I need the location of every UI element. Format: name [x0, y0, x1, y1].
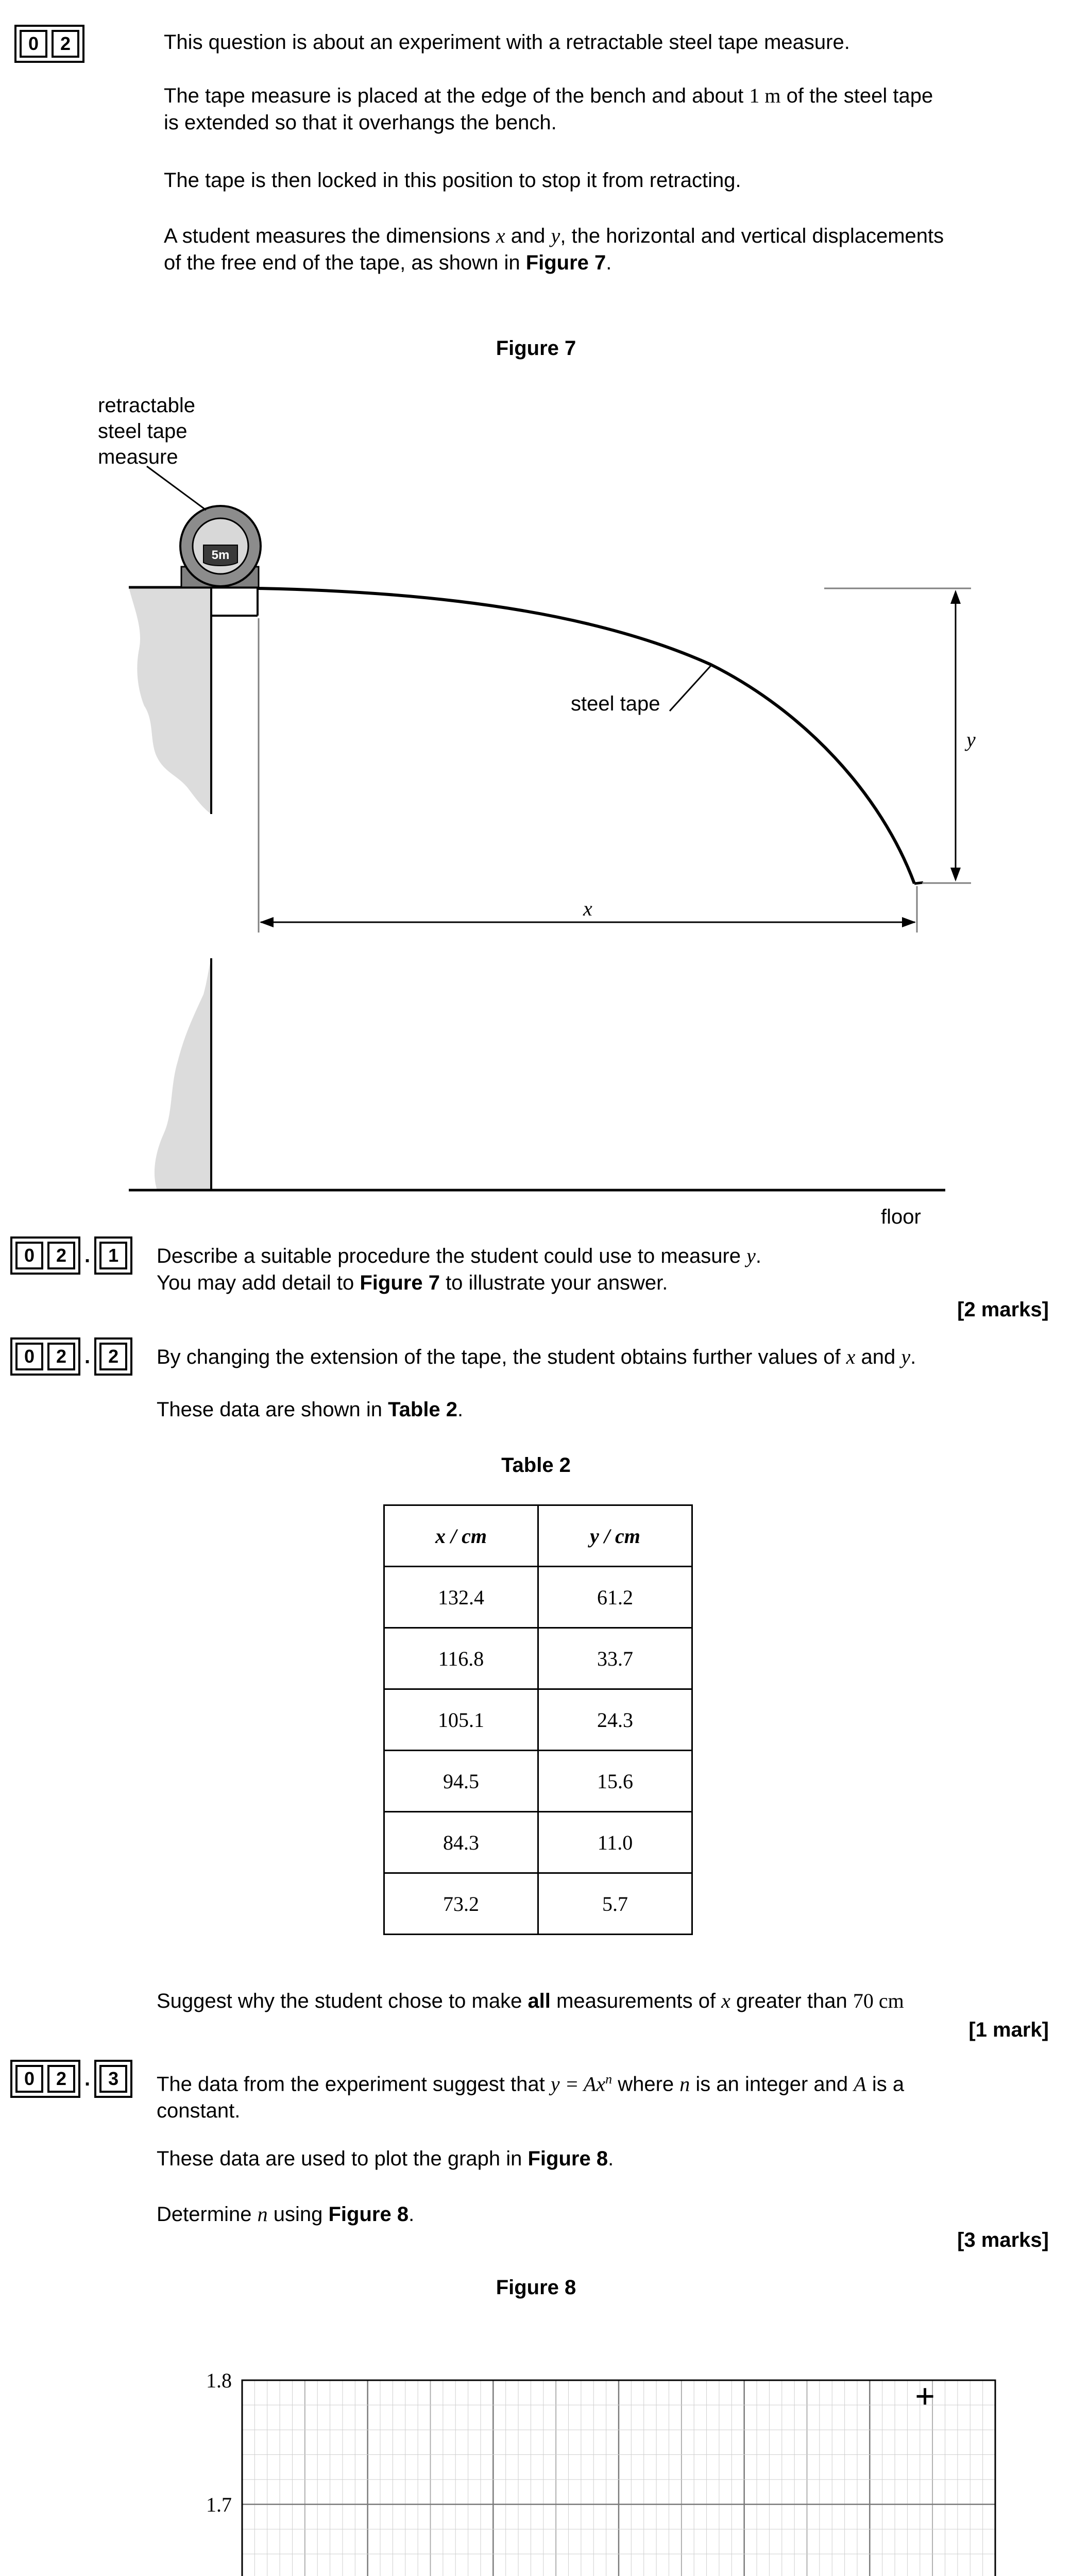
figure8-chart	[0, 2303, 1072, 2576]
table-cell-y: 5.7	[538, 1873, 692, 1935]
question-digit: 2	[47, 1242, 75, 1269]
q022-line1: By changing the extension of the tape, the student obtains further values of x and y.	[157, 1345, 916, 1368]
table-cell-x: 105.1	[384, 1689, 538, 1751]
table-cell-x: 73.2	[384, 1873, 538, 1935]
question-number-02-3: 0 2 . 3	[10, 2060, 132, 2098]
table-cell-y: 11.0	[538, 1812, 692, 1873]
y-tick-label: 1.7	[206, 2493, 232, 2516]
bench-lower	[155, 958, 211, 1190]
q023-marks: [3 marks]	[957, 2229, 1049, 2251]
question-digit: 0	[20, 30, 47, 58]
question-number-02-1: 0 2 . 1	[10, 1236, 132, 1275]
q021-text: Describe a suitable procedure the student could use to measure y. You may add detail to Figure 7 to illustrate your answer.	[157, 1244, 762, 1294]
table-row	[384, 1689, 692, 1751]
label-floor: floor	[881, 1206, 921, 1228]
q022-marks: [1 mark]	[968, 2019, 1049, 2041]
tape-measure-icon	[180, 506, 261, 587]
question-digit: 2	[52, 30, 79, 58]
table-cell-y: 15.6	[538, 1751, 692, 1812]
table-cell-x: 94.5	[384, 1751, 538, 1812]
table-row	[384, 1812, 692, 1873]
question-number-02	[14, 25, 84, 63]
q023-line3: These data are used to plot the graph in Figure 8.	[157, 2147, 614, 2170]
label-steel-tape: steel tape	[571, 692, 660, 715]
table-row	[384, 1628, 692, 1689]
label-x: x	[583, 897, 592, 920]
table-row	[384, 1873, 692, 1935]
table-cell-y: 33.7	[538, 1628, 692, 1689]
table-cell-y: 24.3	[538, 1689, 692, 1751]
label-retractable: retractable steel tape measure	[98, 394, 195, 468]
table2-title: Table 2	[501, 1454, 571, 1477]
question-digit: 2	[47, 2065, 75, 2093]
table-row	[384, 1751, 692, 1812]
q02-intro-2: The tape measure is placed at the edge of the bench and about 1 m of the steel tape is extended so that it overhangs the bench.	[164, 84, 933, 134]
q023-line1: The data from the experiment suggest that $y = Ax^n$ where n is an integer and A is a constant.	[157, 2072, 905, 2123]
label-y: y	[966, 728, 976, 751]
table-header-x: x / cm	[384, 1505, 538, 1567]
question-digit: 1	[99, 1242, 127, 1269]
q021-marks: [2 marks]	[957, 1298, 1049, 1321]
figure7-title: Figure 7	[496, 337, 576, 360]
q022-suggest: Suggest why the student chose to make all measurements of x greater than 70 cm	[157, 1989, 904, 2012]
question-digit: 2	[99, 1343, 127, 1370]
question-digit: 3	[99, 2065, 127, 2093]
table-cell-x: 116.8	[384, 1628, 538, 1689]
table2	[383, 1504, 693, 1935]
question-digit: 0	[15, 1242, 43, 1269]
question-digit: 2	[47, 1343, 75, 1370]
bench-upper	[129, 587, 211, 814]
steel-tape-curve	[259, 588, 914, 884]
q022-line2: These data are shown in Table 2.	[157, 1398, 464, 1421]
figure8-title: Figure 8	[496, 2276, 576, 2299]
table-cell-y: 61.2	[538, 1567, 692, 1628]
tape-badge: 5m	[211, 548, 230, 562]
q02-intro-3: The tape is then locked in this position to stop it from retracting.	[164, 169, 741, 192]
figure7-diagram	[0, 361, 1072, 1236]
question-digit: 0	[15, 2065, 43, 2093]
table-cell-x: 132.4	[384, 1567, 538, 1628]
question-digit: 0	[15, 1343, 43, 1370]
y-tick-label: 1.8	[206, 2369, 232, 2392]
q02-intro-4: A student measures the dimensions x and y, the horizontal and vertical displacements of the free end of the tape, as shown in Figure 7.	[164, 224, 944, 274]
question-number-02-2: 0 2 . 2	[10, 1337, 132, 1376]
q023-line4: Determine n using Figure 8.	[157, 2202, 415, 2226]
table-cell-x: 84.3	[384, 1812, 538, 1873]
q02-intro-1: This question is about an experiment with a retractable steel tape measure.	[164, 31, 850, 54]
table-row	[384, 1567, 692, 1628]
table-header-y: y / cm	[538, 1505, 692, 1567]
